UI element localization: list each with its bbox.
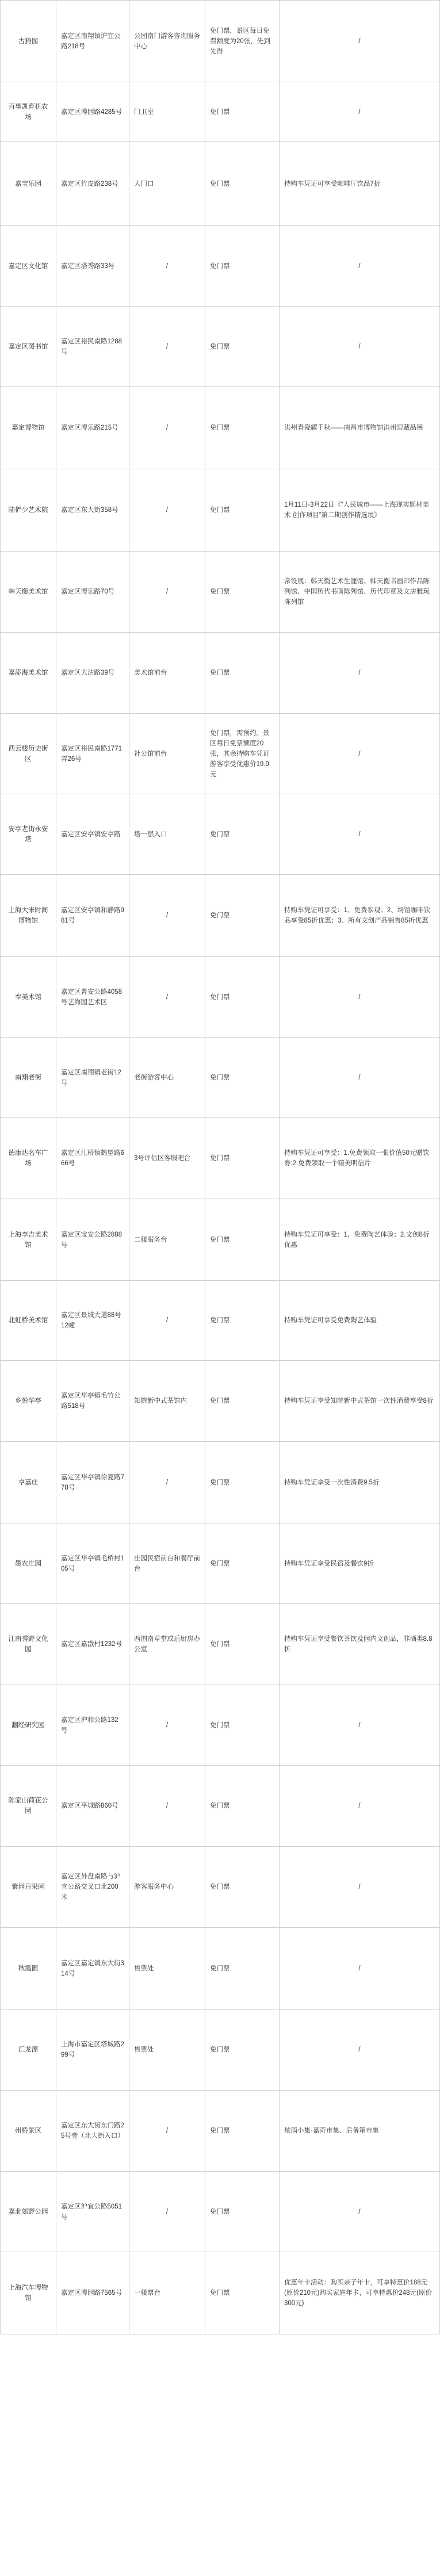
ticket-policy-cell: 免门票 xyxy=(205,875,280,957)
pickup-location-cell: / xyxy=(129,1685,205,1766)
venue-name-cell: 陆俨少艺术院 xyxy=(1,469,56,552)
address-cell: 嘉定区沪和公路132号 xyxy=(56,1685,129,1766)
venue-name-cell: 江南秀野文化园 xyxy=(1,1604,56,1685)
venue-name-cell: 上海李吉美术馆 xyxy=(1,1199,56,1281)
venue-name-cell: 西云楼历史街区 xyxy=(1,714,56,794)
pickup-location-cell: 3号评估区客服吧台 xyxy=(129,1118,205,1199)
address-cell: 嘉定区裕民南路1288号 xyxy=(56,307,129,387)
address-cell: 嘉定区博乐路215号 xyxy=(56,387,129,469)
ticket-policy-cell: 免门票 xyxy=(205,633,280,714)
ticket-policy-cell: 免门票 xyxy=(205,794,280,875)
offer-cell: 优惠年卡活动：购买亲子年卡，可享特惠价188元(原价210元)购买家庭年卡，可享特惠价248元(原价300元) xyxy=(280,2252,440,2334)
table-row xyxy=(1,1766,440,1847)
pickup-location-cell: 知院新中式茶馆内 xyxy=(129,1361,205,1442)
pickup-location-cell: 社公馆前台 xyxy=(129,714,205,794)
table-row xyxy=(1,2009,440,2091)
address-cell: 嘉定区沪宜公路5051号 xyxy=(56,2172,129,2252)
offer-cell: 持购车凭证享受民宿及餐饮9折 xyxy=(280,1524,440,1604)
address-cell: 嘉定区南翔镇老街12号 xyxy=(56,1038,129,1118)
venue-name-cell: 紫园百果园 xyxy=(1,1847,56,1928)
offer-cell: 持购车凭证享受餐饮茶饮及园内文创品，非酒类8.8折 xyxy=(280,1604,440,1685)
table-row xyxy=(1,307,440,387)
venue-name-cell: 安亭老街永安塔 xyxy=(1,794,56,875)
table-row xyxy=(1,226,440,307)
offer-cell: / xyxy=(280,794,440,875)
venue-name-cell: 嘉定区图书馆 xyxy=(1,307,56,387)
ticket-policy-cell: 免门票 xyxy=(205,387,280,469)
address-cell: 嘉定区外盘南路与沪宜公路交叉口北200米 xyxy=(56,1847,129,1928)
address-cell: 嘉定区大沽路39号 xyxy=(56,633,129,714)
table-row xyxy=(1,2091,440,2172)
offer-cell: 持购车凭证可享受：1.免费领取一张价值50元赠饮券;2.免费领取一个精美明信片 xyxy=(280,1118,440,1199)
table-row xyxy=(1,1442,440,1524)
pickup-location-cell: 庄园民宿前台和餐厅前台 xyxy=(129,1524,205,1604)
address-cell: 嘉定区宝安公路2888号 xyxy=(56,1199,129,1281)
pickup-location-cell: 大门口 xyxy=(129,142,205,226)
ticket-policy-cell: 免门票 xyxy=(205,142,280,226)
address-cell: 嘉定区景城大道88号12幢 xyxy=(56,1281,129,1361)
table-row xyxy=(1,633,440,714)
ticket-policy-cell: 免门票 xyxy=(205,1604,280,1685)
pickup-location-cell: / xyxy=(129,875,205,957)
ticket-policy-cell: 免门票 xyxy=(205,1524,280,1604)
table-row xyxy=(1,552,440,633)
pickup-location-cell: 一楼票台 xyxy=(129,2252,205,2334)
venue-name-cell: 嘉定博物馆 xyxy=(1,387,56,469)
pickup-location-cell: / xyxy=(129,387,205,469)
venue-name-cell: 上海汽车博物馆 xyxy=(1,2252,56,2334)
venue-name-cell: 嘉添海美术馆 xyxy=(1,633,56,714)
address-cell: 嘉定区安亭镇安亭路 xyxy=(56,794,129,875)
venue-name-cell: 汇龙潭 xyxy=(1,2009,56,2091)
address-cell: 嘉定区裕民南路1771弄26号 xyxy=(56,714,129,794)
pickup-location-cell: 西围南草堂或后厨房办公室 xyxy=(129,1604,205,1685)
venue-name-cell: 上海大来时间博物馆 xyxy=(1,875,56,957)
offer-cell: / xyxy=(280,1685,440,1766)
address-cell: 嘉定区竹皮路238号 xyxy=(56,142,129,226)
table-row xyxy=(1,1524,440,1604)
offer-cell: / xyxy=(280,226,440,307)
pickup-location-cell: / xyxy=(129,469,205,552)
pickup-location-cell: / xyxy=(129,307,205,387)
table-row xyxy=(1,2172,440,2252)
offer-cell: / xyxy=(280,1847,440,1928)
address-cell: 嘉定区曹安公路4058号艺海园艺术区 xyxy=(56,957,129,1038)
venue-name-cell: 古猗园 xyxy=(1,1,56,82)
address-cell: 嘉定区嘉戬村1232号 xyxy=(56,1604,129,1685)
ticket-policy-cell: 免门票 xyxy=(205,2172,280,2252)
venue-name-cell: 州桥景区 xyxy=(1,2091,56,2172)
address-cell: 嘉定区南翔镇沪宜公路218号 xyxy=(56,1,129,82)
ticket-policy-cell: 免门票 xyxy=(205,1928,280,2009)
table-row xyxy=(1,1847,440,1928)
address-cell: 嘉定区平城路860号 xyxy=(56,1766,129,1847)
pickup-location-cell: / xyxy=(129,2172,205,2252)
offer-cell: / xyxy=(280,1038,440,1118)
table-row xyxy=(1,1281,440,1361)
pickup-location-cell: 塔一层入口 xyxy=(129,794,205,875)
ticket-policy-cell: 免门票 xyxy=(205,1118,280,1199)
pickup-location-cell: 游客服务中心 xyxy=(129,1847,205,1928)
offer-cell: / xyxy=(280,82,440,142)
venue-name-cell: 德康达名车广场 xyxy=(1,1118,56,1199)
offer-cell: 持购车凭证可享受：1、免费陶艺体验；2.文创8折优惠 xyxy=(280,1199,440,1281)
pickup-location-cell: / xyxy=(129,2091,205,2172)
table-row xyxy=(1,142,440,226)
pickup-location-cell: 公园南门游客咨询服务中心 xyxy=(129,1,205,82)
ticket-policy-cell: 免门票 xyxy=(205,1847,280,1928)
pickup-location-cell: / xyxy=(129,957,205,1038)
pickup-location-cell: / xyxy=(129,1281,205,1361)
offer-cell: 持购车凭证可享受咖啡厅饮品7折 xyxy=(280,142,440,226)
ticket-policy-cell: 免门票，需预约。景区每日免票额度20张，其余持购车凭证游客享受优惠价19.9元 xyxy=(205,714,280,794)
venue-name-cell: 愚农庄园 xyxy=(1,1524,56,1604)
ticket-policy-cell: 免门票 xyxy=(205,1442,280,1524)
table-row xyxy=(1,875,440,957)
ticket-policy-cell: 免门票 xyxy=(205,82,280,142)
ticket-policy-cell: 免门票 xyxy=(205,469,280,552)
table-row xyxy=(1,82,440,142)
ticket-policy-cell: 免门票 xyxy=(205,226,280,307)
table-row xyxy=(1,1118,440,1199)
pickup-location-cell: / xyxy=(129,1766,205,1847)
offer-cell: 持购车凭证可享受免费陶艺体验 xyxy=(280,1281,440,1361)
address-cell: 嘉定区东大街358号 xyxy=(56,469,129,552)
table-row xyxy=(1,1928,440,2009)
table-row xyxy=(1,1604,440,1685)
ticket-policy-cell: 免门票 xyxy=(205,1199,280,1281)
pickup-location-cell: 老街游客中心 xyxy=(129,1038,205,1118)
pickup-location-cell: 门卫室 xyxy=(129,82,205,142)
ticket-policy-cell: 免门票 xyxy=(205,552,280,633)
offer-cell: 炫雨小集·嘉奇市集、后备箱市集 xyxy=(280,2091,440,2172)
table-row xyxy=(1,794,440,875)
offer-cell: 1月11日-3月22日《“人民城市——上海现实题材美术 创作项目”第二期创作精选展》 xyxy=(280,469,440,552)
ticket-policy-cell: 免门票 xyxy=(205,957,280,1038)
venue-name-cell: 北虹桥美术馆 xyxy=(1,1281,56,1361)
offer-cell: 持购车凭证可享受：1、免费参观；2、场馆咖啡饮品享受85折优惠；3、所有文创产品销售85折优惠 xyxy=(280,875,440,957)
offer-cell: / xyxy=(280,307,440,387)
venue-name-cell: 奉美术馆 xyxy=(1,957,56,1038)
table-row xyxy=(1,2252,440,2334)
ticket-policy-cell: 免门票 xyxy=(205,1361,280,1442)
venue-name-cell: 嘉宝乐园 xyxy=(1,142,56,226)
table-row xyxy=(1,1361,440,1442)
venue-name-cell: 韩天衡美术馆 xyxy=(1,552,56,633)
offer-cell: / xyxy=(280,1766,440,1847)
offer-cell: / xyxy=(280,1928,440,2009)
ticket-policy-cell: 免门票，景区每日免票额度为20张，先到先得 xyxy=(205,1,280,82)
table-row xyxy=(1,1685,440,1766)
offer-cell: 常设展：韩天衡艺术生涯馆、韩天衡书画印作品陈列馆、中国历代书画陈列馆、历代印章及文房雅玩陈列馆 xyxy=(280,552,440,633)
venue-name-cell: 百事凯育机农场 xyxy=(1,82,56,142)
offer-cell: 洪州青瓷耀千秋——南昌市博物馆洪州窑藏品展 xyxy=(280,387,440,469)
offer-cell: / xyxy=(280,2172,440,2252)
table-row xyxy=(1,1038,440,1118)
offer-cell: / xyxy=(280,1,440,82)
pickup-location-cell: 美术馆前台 xyxy=(129,633,205,714)
ticket-policy-cell: 免门票 xyxy=(205,1281,280,1361)
address-cell: 嘉定区华亭镇毛桥村105号 xyxy=(56,1524,129,1604)
address-cell: 嘉定区华亭镇毛竹公路518号 xyxy=(56,1361,129,1442)
address-cell: 嘉定区博乐路70号 xyxy=(56,552,129,633)
ticket-policy-cell: 免门票 xyxy=(205,1685,280,1766)
venue-name-cell: 翻经研究园 xyxy=(1,1685,56,1766)
venue-name-cell: 乡悦华亭 xyxy=(1,1361,56,1442)
offer-cell: / xyxy=(280,957,440,1038)
offer-cell: / xyxy=(280,2009,440,2091)
address-cell: 嘉定区江桥镇鹤望路666号 xyxy=(56,1118,129,1199)
ticket-policy-cell: 免门票 xyxy=(205,1766,280,1847)
venue-name-cell: 陈家山荷花公园 xyxy=(1,1766,56,1847)
pickup-location-cell: / xyxy=(129,226,205,307)
table-row xyxy=(1,1199,440,1281)
pickup-location-cell: 售票处 xyxy=(129,1928,205,2009)
offer-cell: 持购车凭证享受知院新中式茶馆一次性消费享受8折 xyxy=(280,1361,440,1442)
ticket-policy-cell: 免门票 xyxy=(205,2009,280,2091)
address-cell: 嘉定区博园路7565号 xyxy=(56,2252,129,2334)
venue-name-cell: 亨嘉庄 xyxy=(1,1442,56,1524)
venue-name-cell: 南翔老街 xyxy=(1,1038,56,1118)
table-row xyxy=(1,1,440,82)
address-cell: 上海市嘉定区塔城路299号 xyxy=(56,2009,129,2091)
venue-name-cell: 秋霞圃 xyxy=(1,1928,56,2009)
address-cell: 嘉定区东大街东门路25号旁（北大街入口） xyxy=(56,2091,129,2172)
ticket-policy-cell: 免门票 xyxy=(205,2091,280,2172)
table-row xyxy=(1,714,440,794)
address-cell: 嘉定区塔秀路33号 xyxy=(56,226,129,307)
offer-cell: / xyxy=(280,633,440,714)
table-row xyxy=(1,469,440,552)
table-row xyxy=(1,387,440,469)
pickup-location-cell: / xyxy=(129,552,205,633)
ticket-policy-cell: 免门票 xyxy=(205,307,280,387)
ticket-policy-cell: 免门票 xyxy=(205,2252,280,2334)
venue-name-cell: 嘉北郊野公园 xyxy=(1,2172,56,2252)
table-row xyxy=(1,957,440,1038)
pickup-location-cell: 售票处 xyxy=(129,2009,205,2091)
pickup-location-cell: / xyxy=(129,1442,205,1524)
address-cell: 嘉定区华亭镇徐夏路778号 xyxy=(56,1442,129,1524)
address-cell: 嘉定区安亭镇和静路981号 xyxy=(56,875,129,957)
offer-cell: 持购车凭证享受一次性消费9.5折 xyxy=(280,1442,440,1524)
address-cell: 嘉定区博园路4285号 xyxy=(56,82,129,142)
offer-cell: / xyxy=(280,714,440,794)
pickup-location-cell: 二楼服务台 xyxy=(129,1199,205,1281)
address-cell: 嘉定区嘉定镇东大街314号 xyxy=(56,1928,129,2009)
venue-name-cell: 嘉定区文化馆 xyxy=(1,226,56,307)
ticket-policy-cell: 免门票 xyxy=(205,1038,280,1118)
